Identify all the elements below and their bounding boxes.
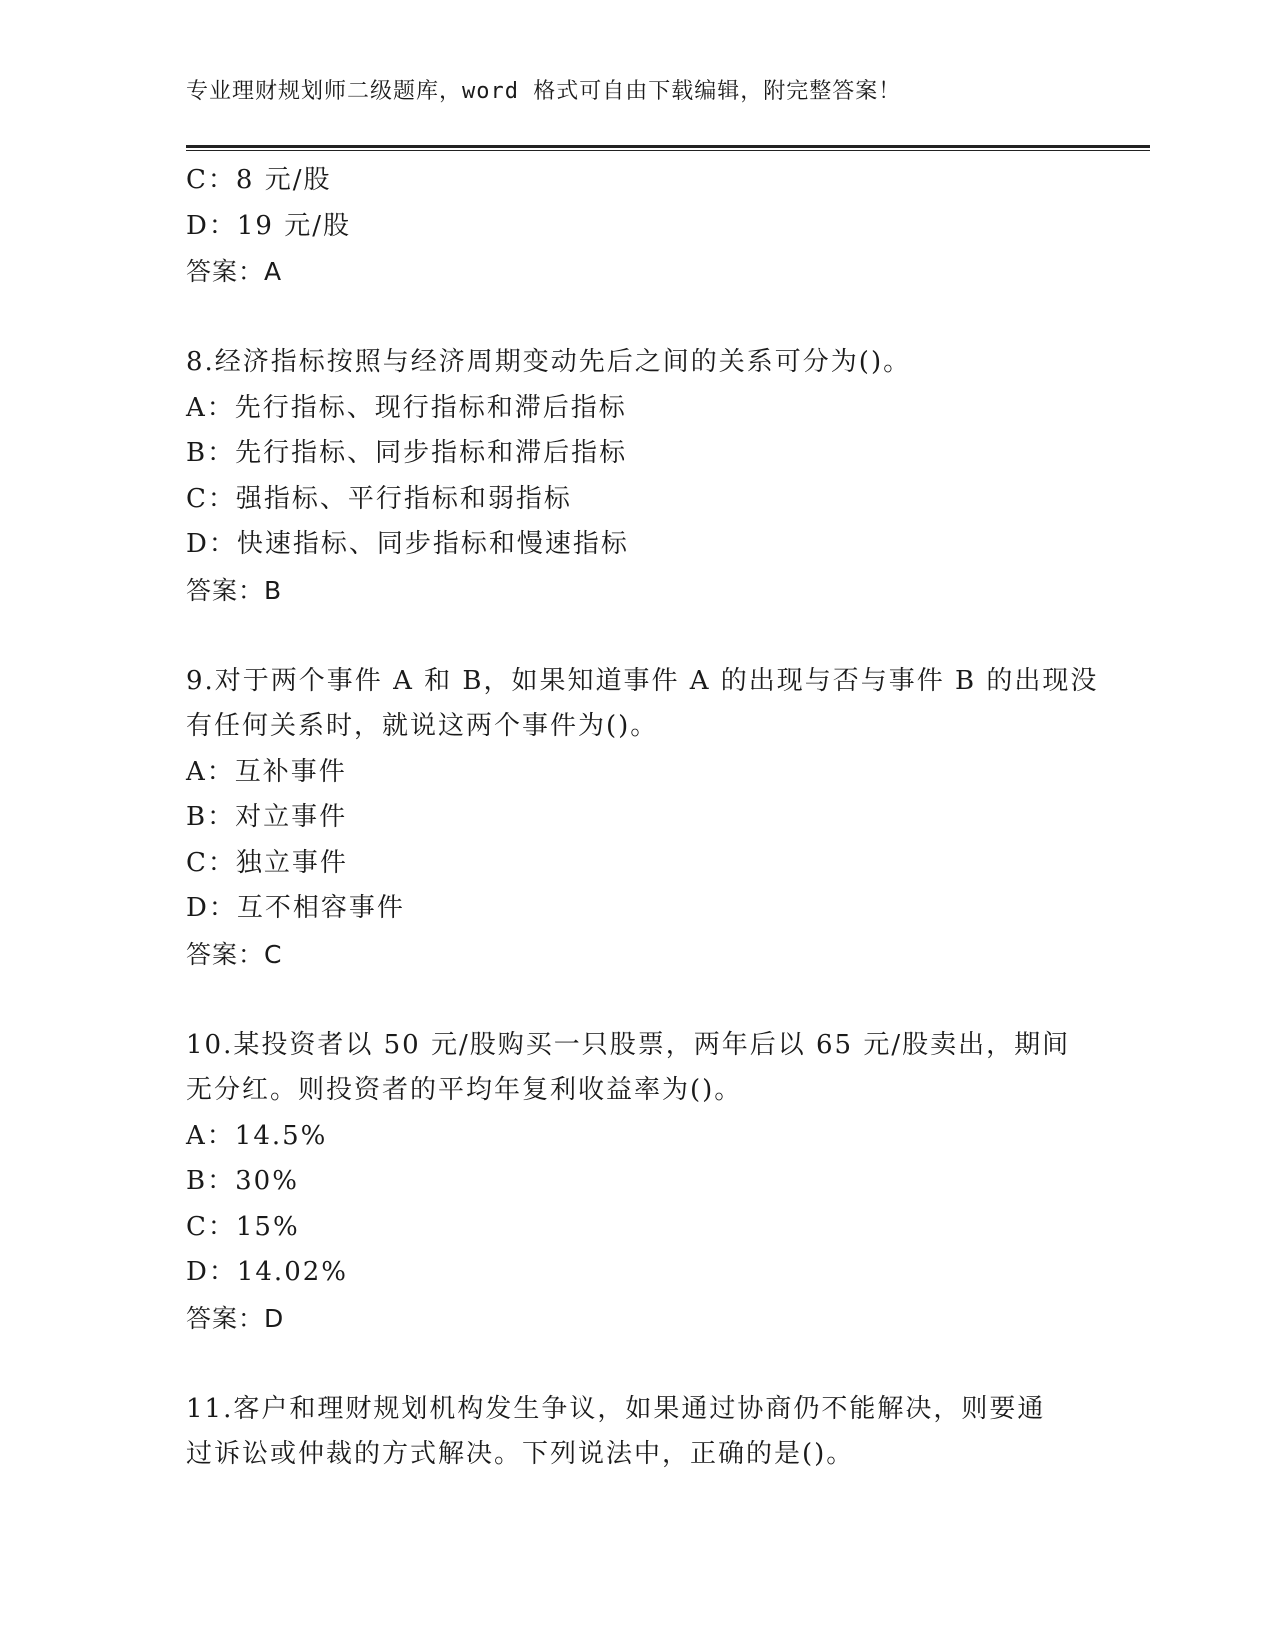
option-line: C：8 元/股: [186, 165, 332, 195]
question-text: 8.经济指标按照与经济周期变动先后之间的关系可分为()。: [186, 347, 912, 377]
option-line: D：14.02%: [186, 1257, 348, 1287]
option-line: A：14.5%: [186, 1120, 328, 1151]
answer-line: 答案：A: [186, 257, 283, 286]
option-line: D：互不相容事件: [186, 893, 405, 923]
option-line: A：互补事件: [186, 756, 347, 787]
answer-line: 答案：B: [186, 575, 283, 605]
answer-line: 答案：C: [186, 939, 283, 969]
question-text: 10.某投资者以 50 元/股购买一只股票，两年后以 65 元/股卖出，期间: [186, 1029, 1071, 1060]
page-header: 专业理财规划师二级题库，word 格式可自由下载编辑，附完整答案！: [186, 79, 902, 104]
option-line: A：先行指标、现行指标和滞后指标: [186, 392, 627, 423]
question-text: 无分红。则投资者的平均年复利收益率为()。: [186, 1075, 743, 1105]
option-line: C：强指标、平行指标和弱指标: [186, 483, 572, 514]
question-text: 11.客户和理财规划机构发生争议，如果通过协商仍不能解决，则要通: [186, 1393, 1046, 1424]
question-text: 有任何关系时，就说这两个事件为()。: [186, 711, 659, 741]
option-line: D：19 元/股: [186, 210, 351, 241]
option-line: C：独立事件: [186, 847, 348, 878]
question-text: 9.对于两个事件 A 和 B，如果知道事件 A 的出现与否与事件 B 的出现没: [186, 665, 1099, 696]
header-rule: [186, 145, 1150, 151]
question-text: 过诉讼或仲裁的方式解决。下列说法中，正确的是()。: [186, 1439, 855, 1469]
option-line: D：快速指标、同步指标和慢速指标: [186, 529, 629, 559]
spacer: [186, 1341, 1086, 1387]
option-line: C：15%: [186, 1211, 300, 1242]
spacer: [186, 977, 1086, 1023]
question-content: [186, 158, 1099, 1478]
option-line: B：先行指标、同步指标和滞后指标: [186, 438, 628, 468]
option-line: B：对立事件: [186, 802, 348, 832]
option-line: B：30%: [186, 1166, 299, 1196]
spacer: [186, 295, 1086, 341]
spacer: [186, 613, 1086, 659]
answer-line: 答案：D: [186, 1303, 285, 1333]
